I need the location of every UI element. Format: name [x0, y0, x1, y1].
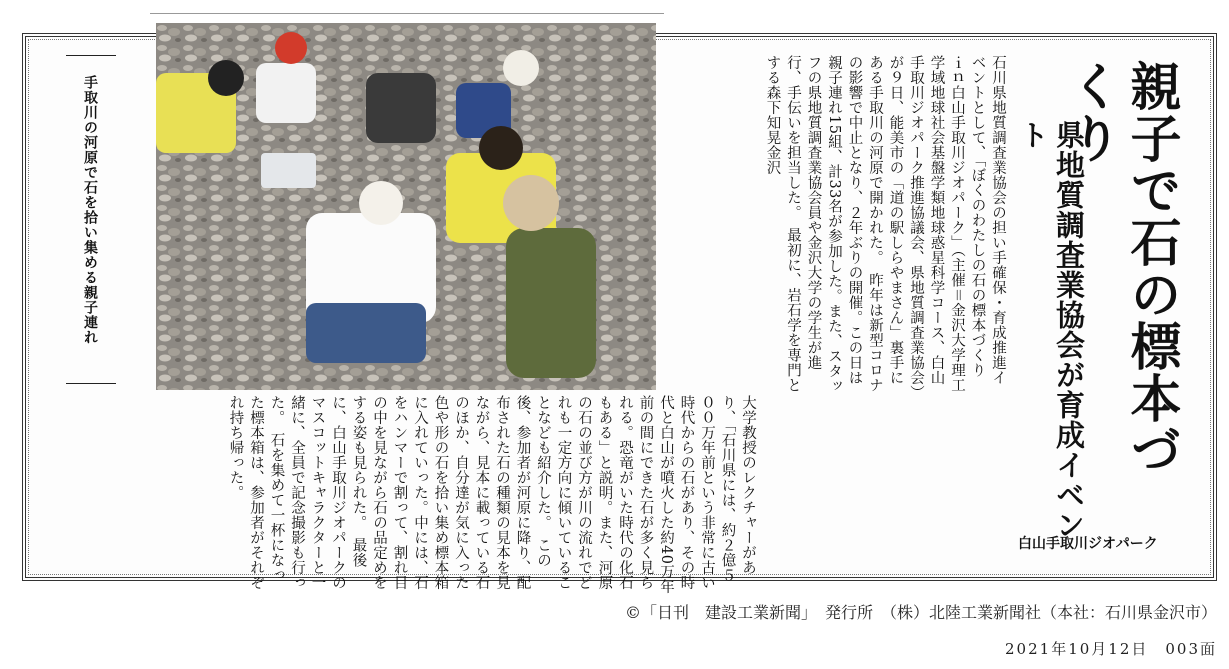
- article-headline: 親子で石の標本づくり: [1061, 60, 1180, 476]
- body-text-upper: 石川県地質調査業協会の担い手確保・育成推進イベントとして、「ぼくのわたしの石の標本づくり ｉｎ白山手取川ジオパーク」（主催＝金沢大学理工学域地球社会基盤学類地球惑星科学コース、白山手取川ジオパーク推進協議会、県地質調査業協会）が９日、能美市の「道の駅しらやまさん」裏手にある手取川の河原で開かれた。 昨年は新型コロナの影響で中止となり、２年ぶりの開催。この日は親子連れ15組、計33名が参加した。また、スタッフの県地質調査業協会員や金沢大学の学生が進行、手伝いを担当した。 最初に、岩石学を専門とする森下知晃金沢: [764, 55, 1006, 394]
- article-subheadline: 県地質調査業協会が育成イベント: [1016, 120, 1086, 540]
- article-tagline: 白山手取川ジオパーク: [1018, 536, 1158, 552]
- top-rule: [150, 13, 664, 14]
- caption-rule-bottom: [66, 383, 116, 384]
- photo-caption: 手取川の河原で石を拾い集める親子連れ: [82, 75, 98, 345]
- body-text-lower: 大学教授のレクチャーがあり、「石川県には、約２億５００万年前という非常に古い時代からの石があり、その時代と白山が噴火した約40万年前の間にできた石が多く見られる。恐竜がいた時代の化石もある」と説明。また、河原の石の並び方が川の流れでどれも一定方向に傾いていることなども紹介した。 この後、参加者が河原に降り、配布された石の種類の見本を見ながら、見本に載っている石のほか、自分達が気に入った色や形の石を拾い集め標本箱に入れていった。中には、石をハンマーで割って、割れ目の中を見ながら石の品定めをする姿も見られた。 最後に、白山手取川ジオパークのマスコットキャラクターと一緒に、全員で記念撮影も行った。 石を集めて一杯になった標本箱は、参加者がそれぞれ持ち帰った。: [227, 395, 756, 595]
- article-body-lower: [58, 395, 758, 595]
- footer-copyright: ©「日刊 建設工業新聞」 発行所 （株）北陸工業新聞社（本社：石川県金沢市）: [624, 603, 1217, 622]
- footer-date-page: 2021年10月12日 003面: [1005, 640, 1217, 658]
- article-body-upper: [658, 55, 1008, 395]
- article-photo: [156, 23, 656, 390]
- caption-rule-top: [66, 55, 116, 56]
